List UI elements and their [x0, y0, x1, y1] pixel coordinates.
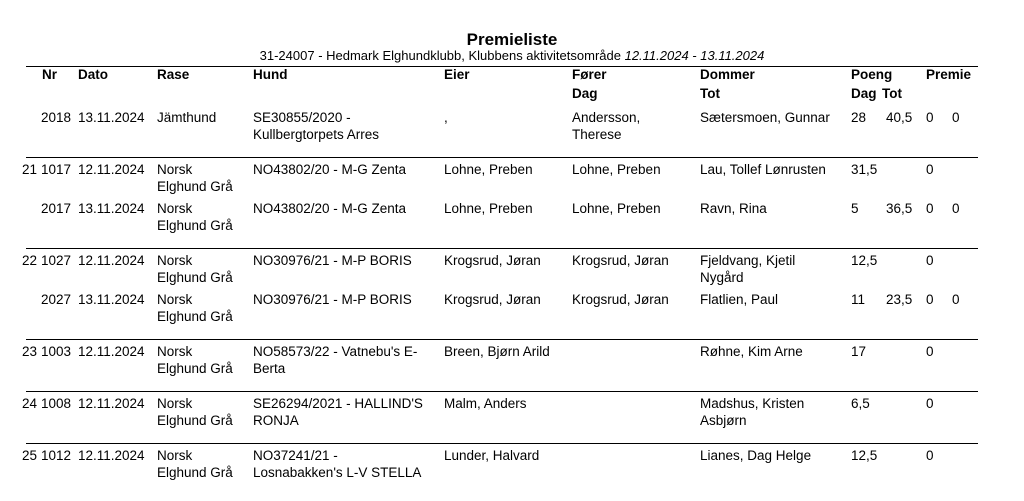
row-forer: Andersson, — [572, 110, 641, 125]
row-rase: Norsk — [157, 448, 193, 463]
club-info: 31-24007 - Hedmark Elghundklubb, Klubbens aktivitetsområde — [259, 48, 621, 63]
row-nr: 2018 — [40, 110, 71, 125]
header-dato: Dato — [78, 67, 108, 82]
row-rase: Jämthund — [157, 110, 217, 125]
row-hund: NO58573/22 - Vatnebu's E- — [253, 344, 418, 359]
header-poeng: Poeng — [851, 67, 893, 82]
row-hund: NO30976/21 - M-P BORIS — [253, 253, 412, 268]
row-nr: 1003 — [40, 344, 71, 359]
row-premie-1: 0 — [926, 162, 934, 177]
row-eier: Breen, Bjørn Arild — [444, 344, 550, 359]
row-hund: NO43802/20 - M-G Zenta — [253, 162, 407, 177]
row-hund: RONJA — [253, 413, 299, 428]
row-nr: 1027 — [40, 253, 71, 268]
row-forer: Therese — [572, 127, 622, 142]
row-nr: 2017 — [40, 201, 71, 216]
row-rase: Elghund Grå — [157, 218, 233, 233]
group-separator-rule — [26, 157, 978, 158]
row-hund: NO37241/21 - — [253, 448, 338, 463]
header-top-rule — [26, 66, 978, 67]
row-poeng-dag: 17 — [851, 344, 867, 359]
row-hund: NO30976/21 - M-P BORIS — [253, 292, 412, 307]
group-separator-rule — [26, 391, 978, 392]
row-forer: Krogsrud, Jøran — [572, 253, 669, 268]
row-dato: 12.11.2024 — [78, 396, 145, 411]
row-eier: , — [444, 110, 448, 125]
row-dommer: Sætersmoen, Gunnar — [700, 110, 830, 125]
row-premie-2: 0 — [952, 292, 960, 307]
group-separator-rule — [26, 248, 978, 249]
row-dommer: Asbjørn — [700, 413, 747, 428]
row-dommer: Madshus, Kristen — [700, 396, 805, 411]
row-premie-2: 0 — [952, 110, 960, 125]
header-nr: Nr — [42, 67, 58, 82]
row-group-number: 23 — [21, 344, 37, 359]
row-premie-1: 0 — [926, 396, 934, 411]
row-dato: 12.11.2024 — [78, 162, 145, 177]
page-subtitle — [0, 48, 1024, 64]
row-hund: NO43802/20 - M-G Zenta — [253, 201, 407, 216]
row-nr: 2027 — [40, 292, 71, 307]
row-poeng-dag: 11 — [851, 292, 866, 307]
row-rase: Norsk — [157, 253, 193, 268]
row-poeng-dag: 31,5 — [851, 162, 878, 177]
row-eier: Lohne, Preben — [444, 201, 533, 216]
row-premie-1: 0 — [926, 344, 934, 359]
row-dommer: Lau, Tollef Lønrusten — [700, 162, 826, 177]
row-dato: 12.11.2024 — [78, 448, 145, 463]
row-rase: Norsk — [157, 344, 193, 359]
row-hund: Berta — [253, 361, 286, 376]
row-rase: Norsk — [157, 396, 193, 411]
row-poeng-dag: 6,5 — [851, 396, 870, 411]
header-forer: Fører — [572, 67, 607, 82]
page-title: Premieliste — [466, 30, 558, 49]
row-dato: 12.11.2024 — [78, 344, 145, 359]
date-range: 12.11.2024 - 13.11.2024 — [624, 48, 765, 63]
row-forer: Krogsrud, Jøran — [572, 292, 669, 307]
row-group-number: 24 — [21, 396, 37, 411]
header-dommer: Dommer — [700, 67, 755, 82]
row-dommer: Flatlien, Paul — [700, 292, 779, 307]
row-hund: SE30855/2020 - — [253, 110, 351, 125]
row-dommer: Lianes, Dag Helge — [700, 448, 812, 463]
header-tot: Tot — [882, 86, 902, 101]
row-poeng-dag: 12,5 — [851, 253, 878, 268]
header-dag: Dag — [851, 86, 877, 101]
row-rase: Elghund Grå — [157, 413, 233, 428]
row-dommer: Ravn, Rina — [700, 201, 767, 216]
row-premie-1: 0 — [926, 110, 934, 125]
header-eier: Eier — [444, 67, 470, 82]
row-poeng-dag: 28 — [851, 110, 867, 125]
row-dato: 12.11.2024 — [78, 253, 145, 268]
row-dato: 13.11.2024 — [78, 292, 145, 307]
row-hund: Kullbergtorpets Arres — [253, 127, 380, 142]
row-eier: Lunder, Halvard — [444, 448, 540, 463]
row-nr: 1017 — [40, 162, 71, 177]
group-separator-rule — [26, 339, 978, 340]
row-eier: Krogsrud, Jøran — [444, 253, 541, 268]
row-poeng-tot: 36,5 — [886, 201, 913, 216]
row-dommer: Fjeldvang, Kjetil — [700, 253, 796, 268]
row-eier: Malm, Anders — [444, 396, 527, 411]
row-poeng-tot: 40,5 — [886, 110, 913, 125]
row-rase: Elghund Grå — [157, 361, 233, 376]
row-rase: Elghund Grå — [157, 179, 233, 194]
row-hund: Losnabakken's L-V STELLA — [253, 465, 422, 480]
row-poeng-dag: 5 — [851, 201, 859, 216]
row-poeng-dag: 12,5 — [851, 448, 878, 463]
header-rase: Rase — [157, 67, 190, 82]
row-hund: SE26294/2021 - HALLIND'S — [253, 396, 423, 411]
row-group-number: 22 — [21, 253, 37, 268]
header-premie: Premie — [926, 67, 972, 82]
row-nr: 1012 — [40, 448, 71, 463]
row-group-number: 21 — [21, 162, 37, 177]
row-premie-1: 0 — [926, 201, 934, 216]
row-forer: Lohne, Preben — [572, 201, 661, 216]
row-eier: Krogsrud, Jøran — [444, 292, 541, 307]
row-forer: Lohne, Preben — [572, 162, 661, 177]
row-rase: Elghund Grå — [157, 309, 233, 324]
header-hund: Hund — [253, 67, 288, 82]
row-dato: 13.11.2024 — [78, 201, 145, 216]
header-tot-top: Tot — [700, 86, 720, 101]
row-nr: 1008 — [40, 396, 71, 411]
header-dag-top: Dag — [572, 86, 598, 101]
row-rase: Elghund Grå — [157, 465, 233, 480]
group-separator-rule — [26, 443, 978, 444]
row-premie-1: 0 — [926, 253, 934, 268]
row-premie-1: 0 — [926, 292, 934, 307]
row-group-number: 25 — [21, 448, 37, 463]
row-poeng-tot: 23,5 — [886, 292, 913, 307]
row-dommer: Nygård — [700, 270, 744, 285]
row-rase: Norsk — [157, 162, 193, 177]
row-rase: Norsk — [157, 201, 193, 216]
row-dommer: Røhne, Kim Arne — [700, 344, 803, 359]
row-premie-2: 0 — [952, 201, 960, 216]
row-rase: Elghund Grå — [157, 270, 233, 285]
row-eier: Lohne, Preben — [444, 162, 533, 177]
row-rase: Norsk — [157, 292, 193, 307]
row-dato: 13.11.2024 — [78, 110, 145, 125]
row-premie-1: 0 — [926, 448, 934, 463]
